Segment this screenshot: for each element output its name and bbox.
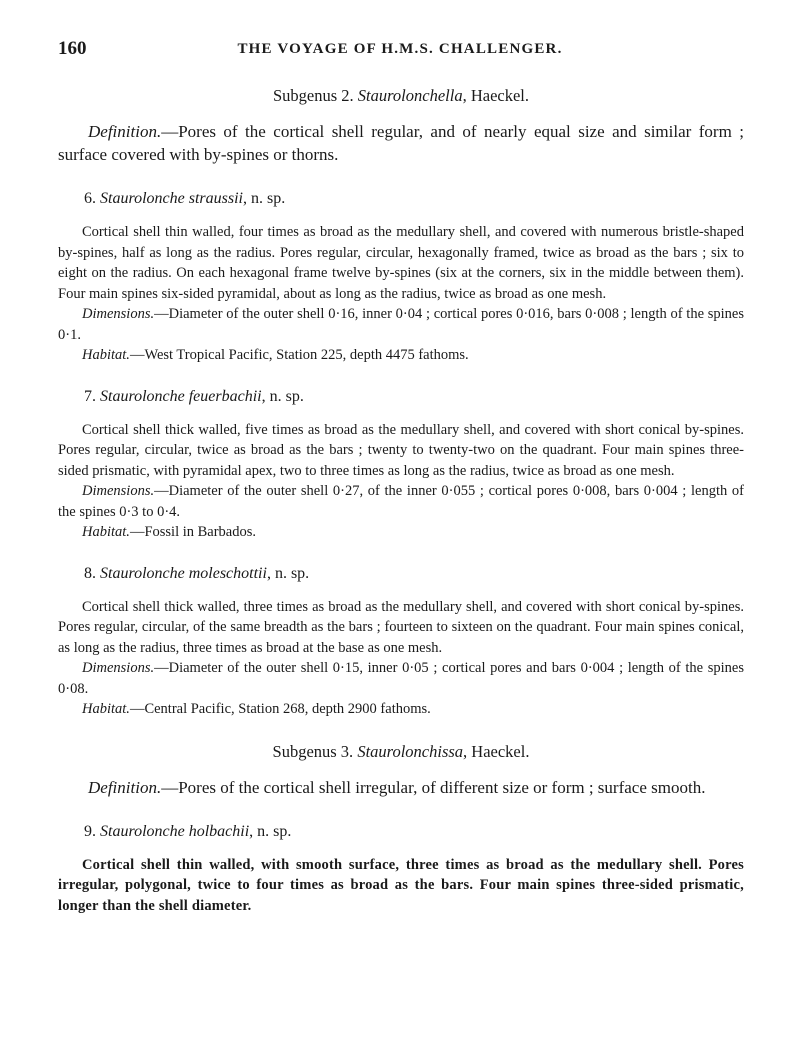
species-title [84,823,744,841]
subgenus-name: Staurolonchella [357,86,463,105]
species-habitat [58,699,744,720]
species-suffix: , n. sp. [249,822,292,840]
subgenus-author: , Haeckel. [463,741,530,761]
species-number: 7. [84,387,96,405]
species-number: 6. [84,190,96,207]
species-dimensions [58,481,744,522]
species-title [84,565,744,583]
species-name: Staurolonche holbachii [100,822,250,840]
species-9 [58,823,744,917]
habitat-text: —Central Pacific, Station 268, depth 2900 fathoms. [129,701,431,717]
subgenus-3-heading [58,742,744,762]
habitat-label: Habitat. [82,524,130,540]
page-content [58,86,744,938]
species-suffix: , n. sp. [266,564,310,582]
habitat-text: —West Tropical Pacific, Station 225, depth 4475 fathoms. [129,347,469,363]
dimensions-text: —Diameter of the outer shell 0·16, inner 0·04 ; cortical pores 0·016, bars 0·008 ; length of the spines 0·1. [58,306,744,343]
habitat-label: Habitat. [82,347,130,363]
dimensions-label: Dimensions. [82,660,155,676]
subgenus-2-heading [58,86,744,106]
species-8 [58,565,744,720]
habitat-label: Habitat. [82,701,130,717]
definition-label: Definition. [88,777,162,797]
definition-label: Definition. [88,122,162,141]
dimensions-text: —Diameter of the outer shell 0·15, inner 0·05 ; cortical pores and bars 0·004 ; length of the spines 0·08. [58,660,744,697]
dimensions-text: —Diameter of the outer shell 0·27, of the inner 0·055 ; cortical pores 0·008, bars 0·004 ; length of the spines 0·3 to 0·4. [58,483,744,520]
species-name: Staurolonche moleschottii [100,564,267,582]
species-name: Staurolonche feuerbachii [100,387,262,405]
species-habitat [58,345,744,366]
species-suffix: , n. sp. [261,387,304,405]
species-description: Cortical shell thin walled, with smooth surface, three times as broad as the medullary shell. Pores irregular, polygonal, twice to four times as broad as the bars. Four main spines three-sided prismatic, longer than the shell diameter. [58,856,744,914]
subgenus-3-definition [58,776,744,799]
page-header [58,38,742,62]
species-title [84,190,744,208]
subgenus-author: , Haeckel. [462,86,529,105]
species-description: Cortical shell thick walled, five times as broad as the medullary shell, and covered with short conical by-spines. Pores regular, circular, twice as broad as the bars ; twenty to twenty-two on the quadrant. Four main spines three-sided prismatic, with pyramidal apex, two to three times as long as the radius, twice as broad as one mesh. [58,421,744,479]
page-number: 160 [58,38,87,59]
running-title: THE VOYAGE OF H.M.S. CHALLENGER. [237,41,563,57]
species-suffix: , n. sp. [242,190,286,207]
species-number: 8. [84,564,96,582]
species-number: 9. [84,822,96,840]
dimensions-label: Dimensions. [82,483,155,499]
species-dimensions [58,304,744,345]
dimensions-label: Dimensions. [82,306,155,322]
species-7 [58,388,744,543]
species-6 [58,190,744,366]
species-dimensions [58,658,744,699]
species-title [84,388,744,406]
definition-text: —Pores of the cortical shell regular, and of nearly equal size and similar form ; surface covered with by-spines or thorns. [58,122,744,164]
species-description: Cortical shell thin walled, four times as broad as the medullary shell, and covered with numerous bristle-shaped by-spines, half as long as the radius. Pores regular, circular, hexagonally framed, twice as broad as the bars ; six to eight on the radius. On each hexagonal frame twelve by-spines (six at the corners, six in the middle between them). Four main spines six-sided pyramidal, about as long as the radius, twice as broad as one mesh. [58,224,744,302]
species-name: Staurolonche straussii [100,190,243,207]
subgenus-name: Staurolonchissa [357,741,464,761]
definition-text: —Pores of the cortical shell irregular, of different size or form ; surface smooth. [161,777,706,797]
species-habitat [58,522,744,543]
habitat-text: —Fossil in Barbados. [129,524,257,540]
subgenus-prefix: Subgenus 3. [272,741,354,761]
subgenus-prefix: Subgenus 2. [272,86,354,105]
subgenus-2-definition [58,120,744,166]
species-description: Cortical shell thick walled, three times as broad as the medullary shell, and covered with short conical by-spines. Pores regular, circular, of the same breadth as the bars ; fourteen to sixteen on the quadrant. Four main spines conical, as long as the radius, three times as broad at the base as one mesh. [58,598,744,656]
